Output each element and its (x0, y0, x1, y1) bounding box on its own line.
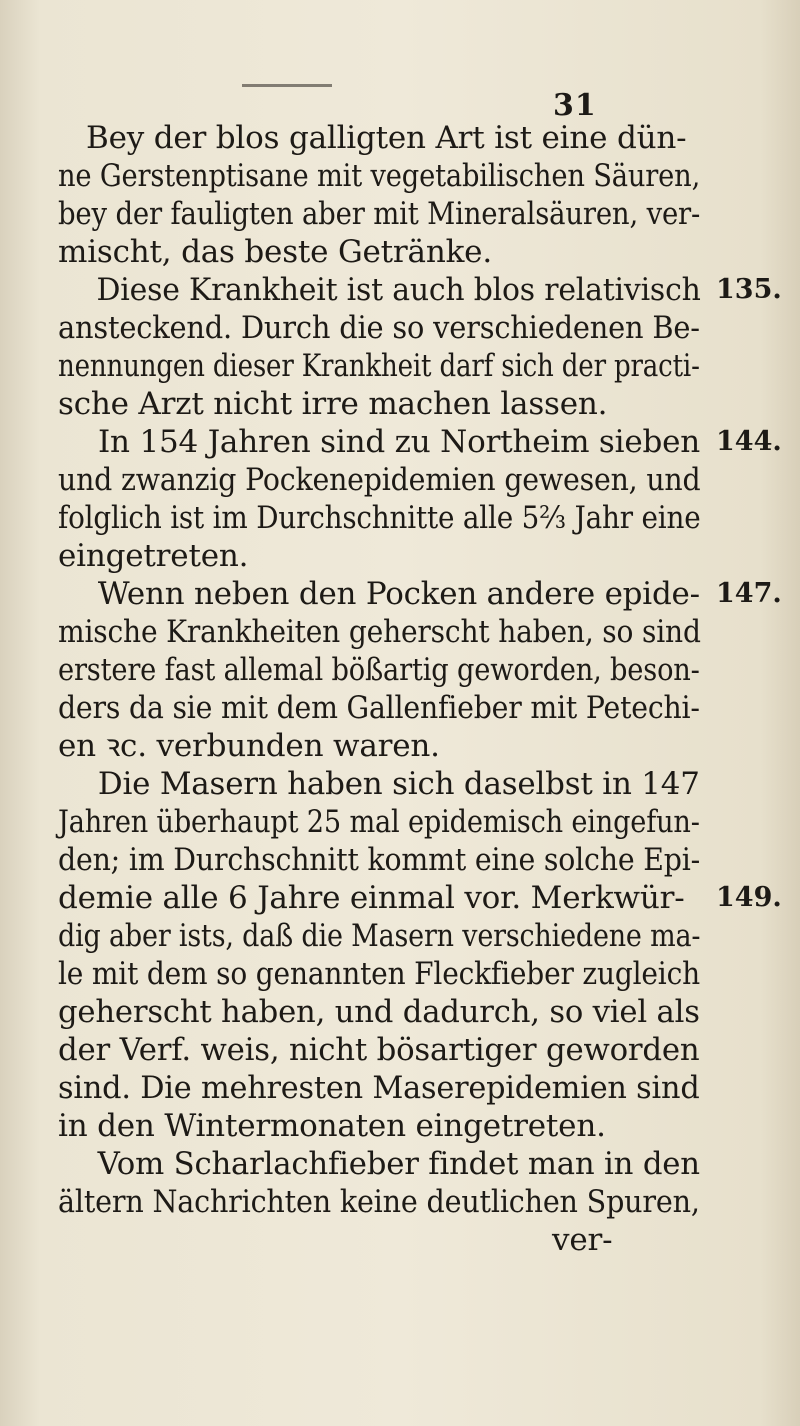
text-line: sind. Die mehresten Maserepidemien sind (58, 1070, 700, 1106)
text-line: erstere fast allemal bößartig geworden, beson- (58, 652, 700, 688)
margin-note: 147. (716, 578, 782, 609)
header-rule (242, 84, 332, 87)
text-line: Diese Krankheit ist auch blos relativisch (96, 272, 701, 308)
text-line: den; im Durchschnitt kommt eine solche Epi- (58, 842, 701, 878)
text-line: Jahren überhaupt 25 mal epidemisch eingefun- (58, 804, 700, 840)
catchword: ver- (552, 1222, 613, 1258)
text-line: sche Arzt nicht irre machen lassen. (58, 386, 608, 422)
text-line: nennungen dieser Krankheit darf sich der practi- (58, 348, 700, 384)
text-column (0, 118, 800, 1418)
text-line: geherscht haben, und dadurch, so viel als (58, 994, 700, 1030)
text-line: ders da sie mit dem Gallenfieber mit Petechi- (58, 690, 700, 726)
text-line: Die Masern haben sich daselbst in 147 (97, 766, 700, 802)
text-line: der Verf. weis, nicht bösartiger geworden (58, 1032, 700, 1068)
text-line: In 154 Jahren sind zu Northeim sieben (98, 424, 701, 460)
text-line: und zwanzig Pockenepidemien gewesen, und (58, 462, 701, 498)
page-number: 31 (553, 88, 597, 123)
text-line: mische Krankheiten geherscht haben, so sind (58, 614, 701, 650)
text-line: Bey der blos galligten Art ist eine dün- (86, 120, 687, 156)
text-line: ältern Nachrichten keine deutlichen Spuren, (58, 1184, 700, 1220)
text-line: dig aber ists, daß die Masern verschiedene ma- (58, 918, 701, 954)
text-line: in den Wintermonaten eingetreten. (58, 1108, 606, 1144)
text-line: mischt, das beste Getränke. (58, 234, 492, 270)
text-line: ne Gerstenptisane mit vegetabilischen Säuren, (58, 158, 701, 194)
text-line: eingetreten. (58, 538, 249, 574)
margin-note: 149. (716, 882, 782, 913)
text-line: Vom Scharlachfieber findet man in den (97, 1146, 700, 1182)
text-line: bey der fauligten aber mit Mineralsäuren, ver- (58, 196, 701, 232)
text-line: demie alle 6 Jahre einmal vor. Merkwür- (58, 880, 685, 916)
text-line: Wenn neben den Pocken andere epide- (97, 576, 700, 612)
text-line: ansteckend. Durch die so verschiedenen Be- (58, 310, 700, 346)
text-line: folglich ist im Durchschnitte alle 5⅔ Jahr eine (58, 500, 701, 536)
margin-note: 135. (716, 274, 782, 305)
text-line: en ꝛc. verbunden waren. (58, 728, 440, 764)
text-line: le mit dem so genannten Fleckfieber zugleich (58, 956, 700, 992)
margin-note: 144. (716, 426, 782, 457)
